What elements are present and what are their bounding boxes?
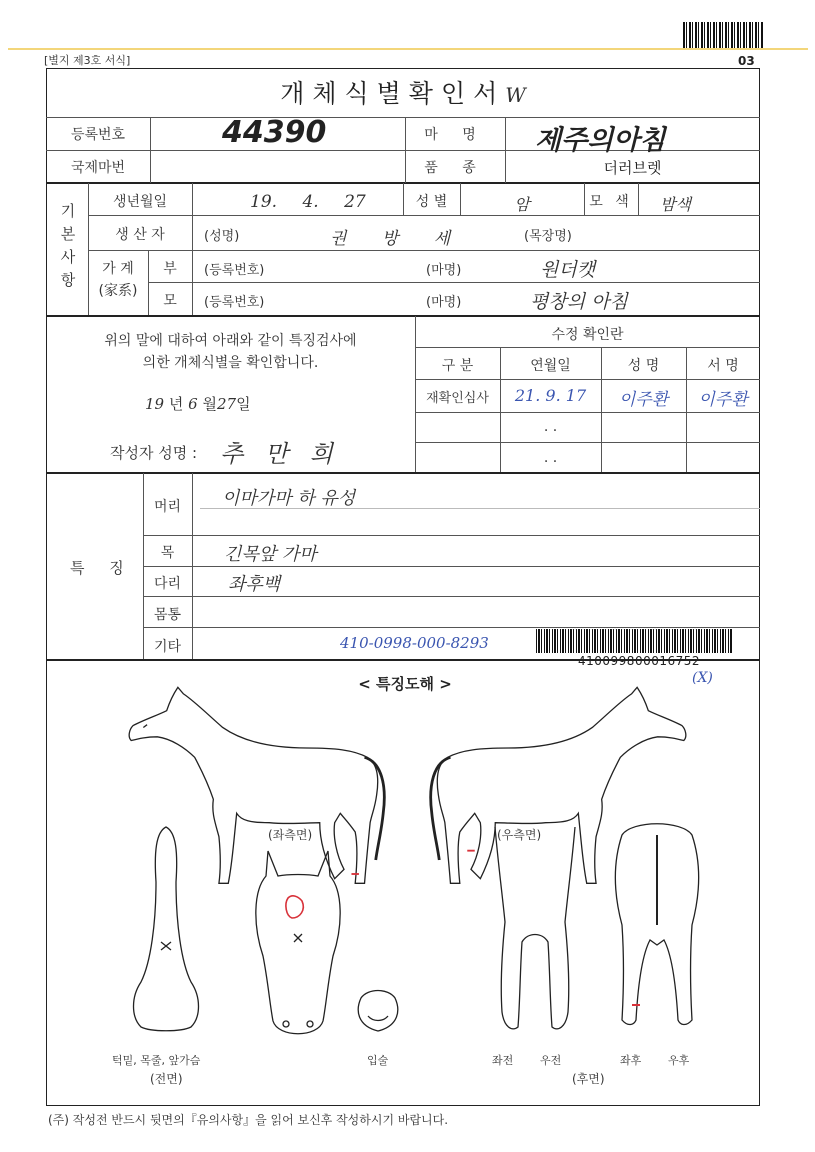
footer-note: (주) 작성전 반드시 뒷면의『유의사항』을 읽어 보신후 작성하시기 바랍니다. <box>48 1113 449 1127</box>
reg-no-label: 등록번호 <box>70 127 126 143</box>
breeder-name: 권 방 세 <box>330 229 451 249</box>
date-day-label: 일 <box>236 395 251 413</box>
date-year-label: 년 <box>168 395 184 413</box>
right-side-label: (우측면) <box>497 828 542 842</box>
sire-name: 원더캣 <box>540 259 596 281</box>
family-label-text: 가 계 <box>102 261 134 277</box>
breeder-name-prefix: (성명) <box>204 229 240 244</box>
right-fore-label: 우전 <box>540 1054 562 1067</box>
feature-other-label: 기타 <box>153 639 182 655</box>
birth-label: 생년월일 <box>112 194 168 210</box>
form-title-text: 개체식별확인서 <box>280 79 506 108</box>
writer-signature: 추 만 희 <box>220 440 333 468</box>
barcode-note: (X) <box>692 670 713 686</box>
date-yy: 19 <box>145 395 165 413</box>
left-fore-label: 좌전 <box>492 1054 514 1067</box>
rear-view-label: (후면) <box>572 1072 605 1086</box>
dam-reg-prefix: (등록번호) <box>204 295 265 310</box>
page-number: 03 <box>738 54 755 68</box>
dam-name: 평창의 아침 <box>530 291 628 313</box>
feature-legs-value: 좌후백 <box>228 574 281 595</box>
color-label: 모 색 <box>589 194 633 210</box>
revision-header-date: 연월일 <box>530 358 571 374</box>
date-month-label: 월 <box>202 395 217 413</box>
header-rule <box>8 48 808 50</box>
horse-name-value: 제주의아침 <box>535 125 666 156</box>
date-dd: 27 <box>216 395 237 413</box>
top-barcode <box>683 22 763 48</box>
date-mm: 6 <box>188 395 198 413</box>
basic-section-label: 기본사항 <box>60 202 76 289</box>
feature-neck-value: 긴목앞 가마 <box>224 544 317 565</box>
reg-no-value: 44390 <box>222 115 327 150</box>
sex-label: 성 별 <box>415 194 448 210</box>
form-code: [별지 제3호 서식] <box>44 54 131 67</box>
revision-header-name: 성 명 <box>627 358 660 374</box>
revision-header-sign: 서 명 <box>707 358 739 374</box>
front-view-label: (전면) <box>150 1072 183 1086</box>
horse-hindquarters-drawing <box>612 812 702 1038</box>
revision-row1-type: 재확인심사 <box>426 391 489 406</box>
features-section-label: 특 징 <box>70 559 134 577</box>
sire-label: 부 <box>163 261 177 277</box>
revision-row3-dots: . . <box>543 450 558 466</box>
barcode-number: 410099800016752 <box>578 654 701 668</box>
writer-label: 작성자 성명 : <box>110 444 198 462</box>
feature-head-value: 이마가마 하 유성 <box>222 488 356 509</box>
revision-title: 수정 확인란 <box>551 327 624 343</box>
breed-value: 더러브렛 <box>603 159 662 177</box>
intl-no-label: 국제마번 <box>70 160 126 176</box>
feature-other-value: 410-0998-000-8293 <box>340 634 489 652</box>
left-side-label: (좌측면) <box>268 828 313 842</box>
color-value: 밤색 <box>660 195 691 214</box>
family-label <box>90 258 146 302</box>
revision-row1-sign: 이주환 <box>698 390 748 410</box>
breed-label: 품 종 <box>424 160 486 176</box>
revision-row1-name: 이주환 <box>618 390 669 410</box>
feature-legs-label: 다리 <box>153 576 182 592</box>
confirm-date <box>145 393 251 414</box>
lips-label: 입술 <box>367 1054 389 1067</box>
sex-value: 암 <box>514 195 530 214</box>
microchip-barcode <box>536 629 732 653</box>
right-hind-label: 우후 <box>668 1054 690 1067</box>
feature-neck-label: 목 <box>160 545 175 561</box>
horse-neck-chest-drawing <box>126 822 206 1042</box>
left-hind-label: 좌후 <box>620 1054 642 1067</box>
confirm-statement-2: 의한 개체식별을 확인합니다. <box>142 355 319 371</box>
horse-name-label: 마 명 <box>424 127 486 143</box>
dam-name-prefix: (마명) <box>426 295 462 310</box>
breeder-label: 생 산 자 <box>115 227 165 243</box>
dam-label: 모 <box>163 293 177 309</box>
confirm-statement-1: 위의 말에 대하여 아래와 같이 특징검사에 <box>104 333 357 349</box>
diagram-title: < 특징도해 > <box>358 675 452 693</box>
feature-body-label: 몸통 <box>153 607 182 623</box>
horse-head-front-drawing <box>248 846 348 1046</box>
family-label-hanja: (家系) <box>98 283 138 299</box>
chest-caption: 턱밑, 목줄, 앞가슴 <box>112 1054 201 1067</box>
form-title <box>46 74 760 114</box>
feature-head-label: 머리 <box>153 499 182 515</box>
horse-forelegs-drawing <box>490 822 580 1042</box>
sire-name-prefix: (마명) <box>426 263 462 278</box>
sire-reg-prefix: (등록번호) <box>204 263 265 278</box>
revision-header-type: 구 분 <box>441 358 474 374</box>
farm-name-prefix: (목장명) <box>524 229 572 244</box>
horse-lips-drawing <box>353 986 403 1036</box>
title-mark: W <box>505 83 526 107</box>
birth-value: 19. 4. 27 <box>250 192 366 212</box>
revision-row1-date: 21. 9. 17 <box>514 386 587 405</box>
revision-row2-dots: . . <box>543 419 558 435</box>
